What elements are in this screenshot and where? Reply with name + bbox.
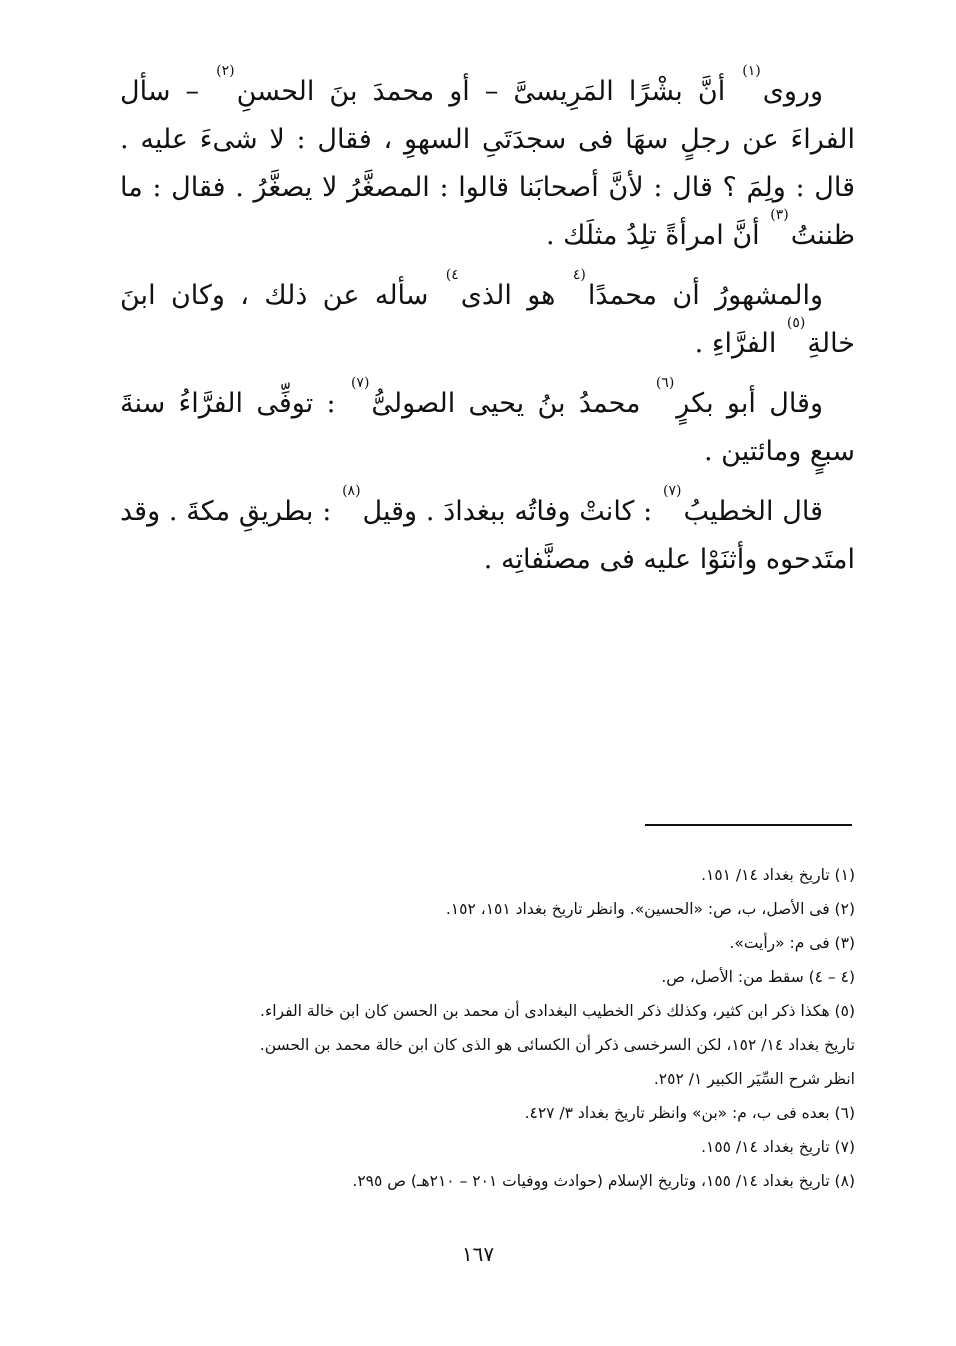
text-run: – سأل الفراءَ عن رجلٍ سهَا فى سجدَتَىِ السهوِ ، فقال : لا شىءَ عليه . قال : ولِمَ ؟ قال : لأنَّ أصحابَنا قالوا : المصغَّرُ لا يصغَّرُ . فقال : ما ظننتُ: [120, 76, 855, 251]
text-run: قال الخطيبُ: [683, 496, 823, 527]
text-run: الفرَّاءِ .: [694, 328, 785, 359]
text-run: : توفِّى الفرَّاءُ سنةَ سبعٍ ومائتين .: [120, 388, 855, 467]
text-run: : بطريقِ مكةَ . وقد امتَدحوه وأثنَوْا عليه فى مصنَّفاتِه .: [120, 496, 855, 575]
footnote-4: (٤ – ٤) سقط من: الأصل، ص.: [661, 968, 855, 986]
footnote-ref: (٥): [786, 315, 806, 331]
footnote-ref: (٣): [770, 207, 789, 223]
footnote-6: (٦) بعده فى ب، م: «بن» وانظر تاريخ بغداد ٣/ ٤٢٧.: [524, 1104, 855, 1122]
main-text: [120, 63, 855, 596]
page-number: ١٦٧: [461, 1242, 495, 1266]
footnote-ref: (٢): [216, 63, 235, 79]
footnote-8: (٨) تاريخ بغداد ١٤/ ١٥٥، وتاريخ الإسلام (حوادث ووفيات ٢٠١ – ٢١٠هـ) ص ٢٩٥.: [352, 1172, 855, 1190]
footnote-ref: (٧): [663, 483, 682, 499]
footnote-5-continued: انظر شرح السِّيَر الكبير ١/ ٢٥٢.: [653, 1070, 855, 1088]
text-run: محمدُ بنُ يحيى الصولىُّ: [371, 388, 654, 419]
footnote-3: (٣) فى م: «رأيت».: [729, 934, 855, 952]
footnote-ref: (٦): [655, 375, 675, 391]
footnote-ref: (١): [742, 63, 761, 79]
text-run: هو الذى: [460, 280, 571, 311]
text-run: والمشهورُ أن محمدًا: [587, 280, 823, 311]
paragraph-4: [120, 483, 855, 584]
footnote-5-continued: تاريخ بغداد ١٤/ ١٥٢، لكن السرخسى ذكر أن الكسائى هو الذى كان ابن خالة محمد بن الحسن.: [259, 1036, 855, 1054]
footnotes: [140, 858, 855, 1198]
footnote-2: (٢) فى الأصل، ب، ص: «الحسين». وانظر تاريخ بغداد ١٥١، ١٥٢.: [445, 900, 855, 918]
text-run: وروى: [762, 76, 823, 107]
paragraph-2: [120, 267, 855, 368]
text-run: وقال أبو بكرٍ: [676, 388, 823, 419]
footnote-5: (٥) هكذا ذكر ابن كثير، وكذلك ذكر الخطيب البغدادى أن محمد بن الحسن كان ابن خالة الفراء.: [260, 1002, 855, 1020]
footnote-ref: (٨): [342, 483, 361, 499]
footnote-ref: (٤: [572, 267, 586, 283]
text-run: أنَّ بشْرًا المَرِيسىَّ – أو محمدَ بنَ الحسنِ: [236, 76, 741, 107]
footnote-1: (١) تاريخ بغداد ١٤/ ١٥١.: [701, 866, 855, 884]
paragraph-3: [120, 375, 855, 476]
text-run: : كانتْ وفاتُه ببغدادَ . وقيل: [362, 496, 662, 527]
text-run: أنَّ امرأةً تلِدُ مثلَك .: [545, 220, 769, 251]
footnote-ref: ٤): [445, 267, 459, 283]
footnote-separator: [645, 824, 852, 826]
footnote-ref: (٧): [350, 375, 370, 391]
footnote-7: (٧) تاريخ بغداد ١٤/ ١٥٥.: [701, 1138, 855, 1156]
text-run: سأله عن ذلك ، وكان ابنَ خالةِ: [120, 280, 855, 359]
paragraph-1: [120, 63, 855, 260]
